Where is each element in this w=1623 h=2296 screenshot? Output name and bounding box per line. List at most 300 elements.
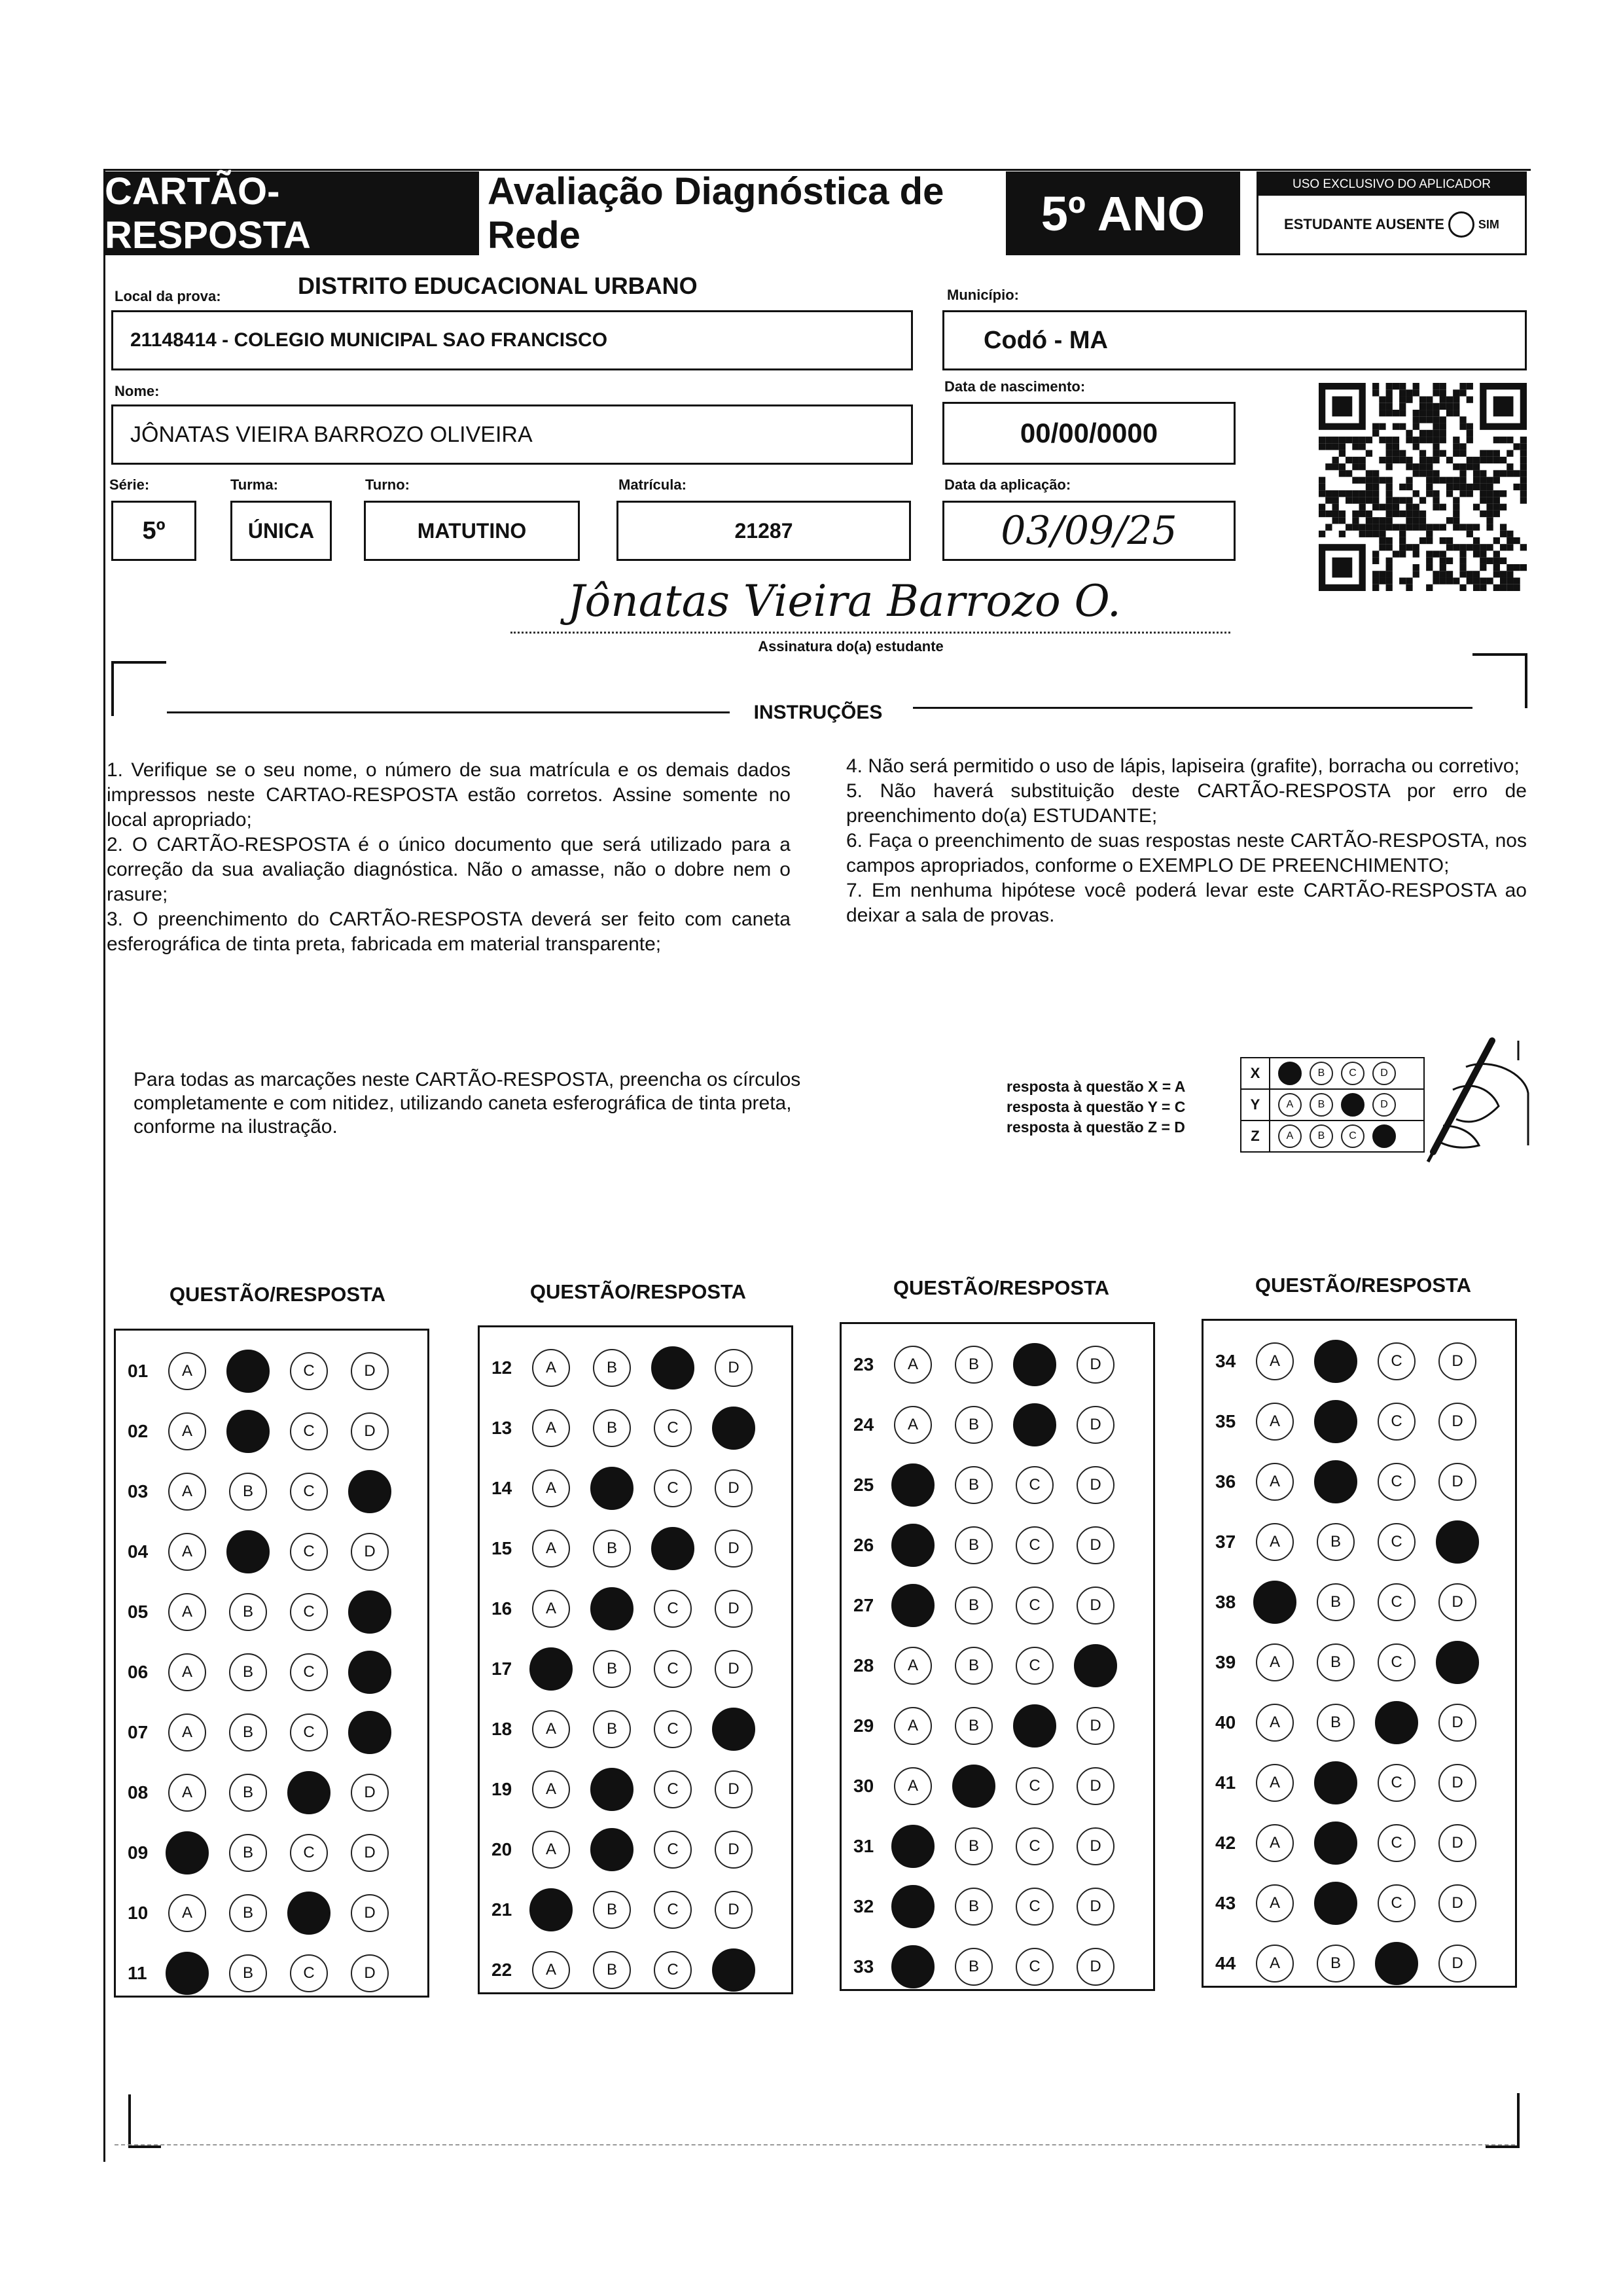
answer-bubble-c[interactable]: C <box>1378 1824 1416 1862</box>
question-number: 01 <box>128 1361 149 1381</box>
answer-bubble-c[interactable]: C <box>654 1770 692 1808</box>
example-bubble-c: C <box>1341 1062 1364 1085</box>
question-number: 29 <box>853 1715 874 1736</box>
answer-bubble-b[interactable] <box>590 1467 633 1510</box>
example-bubble-d: D <box>1372 1093 1396 1117</box>
answer-bubble-a[interactable]: A <box>894 1346 932 1384</box>
answer-bubble-c[interactable]: C <box>1378 1583 1416 1621</box>
answer-bubble-d[interactable]: D <box>1077 1587 1115 1624</box>
answer-bubble-a[interactable]: A <box>1256 1945 1294 1982</box>
answer-row <box>842 1760 1153 1812</box>
question-number: 06 <box>128 1662 149 1682</box>
question-number: 05 <box>128 1602 149 1622</box>
answer-bubble-a[interactable]: A <box>1256 1403 1294 1441</box>
answer-row <box>1204 1636 1515 1689</box>
question-number: 26 <box>853 1535 874 1555</box>
answer-bubble-d[interactable] <box>348 1590 391 1634</box>
answer-bubble-b[interactable]: B <box>229 1653 267 1691</box>
answer-row <box>480 1944 791 1996</box>
answer-bubble-c[interactable]: C <box>290 1412 328 1450</box>
answer-bubble-b[interactable] <box>590 1587 633 1630</box>
answer-bubble-d[interactable]: D <box>351 1412 389 1450</box>
question-number: 35 <box>1215 1411 1236 1431</box>
grade-label: 5º ANO <box>1006 171 1240 255</box>
question-number: 15 <box>491 1538 512 1558</box>
answer-row <box>842 1640 1153 1692</box>
question-number: 31 <box>853 1836 874 1856</box>
answer-row <box>116 1465 427 1518</box>
answer-bubble-a[interactable]: A <box>532 1409 570 1447</box>
answer-row <box>116 1405 427 1458</box>
example-line-x: resposta à questão X = A <box>1007 1078 1186 1095</box>
answer-row <box>116 1586 427 1638</box>
answer-bubble-d[interactable]: D <box>1438 1463 1476 1501</box>
answer-bubble-b[interactable]: B <box>1317 1643 1355 1681</box>
answer-bubble-c[interactable]: C <box>1016 1888 1054 1926</box>
pen-hand-illustration <box>1394 1028 1531 1178</box>
answer-bubble-b[interactable]: B <box>593 1891 631 1929</box>
answer-bubble-b[interactable]: B <box>229 1593 267 1631</box>
answer-bubble-c[interactable] <box>287 1892 330 1935</box>
answer-bubble-d[interactable]: D <box>351 1954 389 1992</box>
instruction-5: 5. Não haverá substituição deste CARTÃO-RESPOSTA por erro de preenchimento do(a) ESTUDANTE; <box>846 780 1527 827</box>
answer-row <box>1204 1696 1515 1749</box>
question-number: 36 <box>1215 1471 1236 1492</box>
instructions-rule-left <box>167 711 730 713</box>
answer-bubble-d[interactable]: D <box>1438 1704 1476 1742</box>
answer-bubble-b[interactable]: B <box>1317 1523 1355 1561</box>
question-number: 19 <box>491 1779 512 1799</box>
answer-column-4 <box>1202 1319 1517 1988</box>
answer-bubble-a[interactable]: A <box>168 1593 206 1631</box>
nascimento-field: 00/00/0000 <box>942 402 1236 465</box>
question-number: 41 <box>1215 1772 1236 1793</box>
question-number: 42 <box>1215 1833 1236 1853</box>
example-bubble-b: B <box>1310 1124 1333 1148</box>
answer-bubble-b[interactable]: B <box>955 1587 993 1624</box>
serie-label: Série: <box>109 476 150 493</box>
answer-bubble-d[interactable] <box>1436 1641 1479 1684</box>
example-bubble-a <box>1278 1062 1302 1085</box>
answer-bubble-a[interactable] <box>166 1952 209 1995</box>
question-number: 20 <box>491 1839 512 1859</box>
answer-bubble-d[interactable] <box>712 1708 755 1751</box>
answer-bubble-b[interactable]: B <box>1317 1583 1355 1621</box>
municipio-field: Codó - MA <box>942 310 1527 370</box>
answer-bubble-d[interactable]: D <box>1438 1945 1476 1982</box>
answer-bubble-b[interactable]: B <box>955 1888 993 1926</box>
answer-bubble-a[interactable]: A <box>1256 1824 1294 1862</box>
answer-bubble-b[interactable]: B <box>955 1406 993 1444</box>
answer-bubble-b[interactable] <box>1314 1882 1357 1925</box>
answer-row <box>842 1820 1153 1873</box>
answer-bubble-d[interactable]: D <box>351 1352 389 1390</box>
aplicacao-field[interactable]: 03/09/25 <box>942 501 1236 561</box>
answer-bubble-b[interactable]: B <box>229 1774 267 1812</box>
answer-bubble-a[interactable] <box>529 1647 573 1691</box>
answer-bubble-b[interactable] <box>1314 1761 1357 1804</box>
answer-bubble-d[interactable]: D <box>715 1831 753 1869</box>
answer-bubble-a[interactable]: A <box>532 1951 570 1989</box>
answer-row <box>116 1706 427 1759</box>
turno-field: MATUTINO <box>364 501 580 561</box>
question-number: 25 <box>853 1475 874 1495</box>
example-bubble-b: B <box>1310 1093 1333 1117</box>
answer-bubble-a[interactable]: A <box>168 1713 206 1751</box>
answer-bubble-d[interactable]: D <box>1077 1888 1115 1926</box>
question-number: 39 <box>1215 1652 1236 1672</box>
answer-bubble-d[interactable]: D <box>351 1774 389 1812</box>
answer-bubble-a[interactable] <box>891 1825 935 1868</box>
nascimento-label: Data de nascimento: <box>944 378 1086 395</box>
instructions-title: INSTRUÇÕES <box>753 702 883 723</box>
answer-bubble-c[interactable] <box>651 1346 694 1390</box>
answer-bubble-b[interactable]: B <box>593 1349 631 1387</box>
answer-bubble-d[interactable]: D <box>1077 1948 1115 1986</box>
answer-bubble-a[interactable] <box>891 1463 935 1507</box>
answer-row <box>1204 1877 1515 1929</box>
answer-bubble-a[interactable]: A <box>894 1406 932 1444</box>
answer-bubble-c[interactable] <box>1013 1704 1056 1748</box>
answer-row <box>480 1643 791 1695</box>
answer-bubble-c[interactable] <box>1375 1701 1418 1744</box>
answer-row <box>1204 1516 1515 1568</box>
answer-bubble-d[interactable]: D <box>715 1530 753 1568</box>
answer-bubble-b[interactable]: B <box>593 1710 631 1748</box>
answer-bubble-d[interactable] <box>712 1948 755 1992</box>
answer-bubble-a[interactable]: A <box>168 1774 206 1812</box>
answer-bubble-c[interactable]: C <box>290 1533 328 1571</box>
answer-row <box>1204 1395 1515 1448</box>
answer-bubble-b[interactable]: B <box>593 1530 631 1568</box>
question-number: 11 <box>128 1963 147 1983</box>
answer-bubble-d[interactable]: D <box>1077 1406 1115 1444</box>
answer-bubble-b[interactable]: B <box>955 1346 993 1384</box>
nome-field: JÔNATAS VIEIRA BARROZO OLIVEIRA <box>111 404 913 465</box>
answer-bubble-a[interactable] <box>1253 1581 1296 1624</box>
answer-bubble-c[interactable]: C <box>290 1834 328 1872</box>
ausente-label: ESTUDANTE AUSENTE <box>1284 216 1444 232</box>
answer-bubble-a[interactable] <box>529 1888 573 1931</box>
answer-bubble-c[interactable]: C <box>1378 1463 1416 1501</box>
question-number: 08 <box>128 1782 149 1803</box>
answer-bubble-a[interactable]: A <box>168 1533 206 1571</box>
answer-bubble-d[interactable] <box>348 1711 391 1754</box>
answer-bubble-a[interactable]: A <box>168 1894 206 1932</box>
answer-bubble-c[interactable]: C <box>654 1650 692 1688</box>
answer-bubble-d[interactable]: D <box>715 1650 753 1688</box>
signature-line <box>510 632 1230 634</box>
answer-bubble-b[interactable] <box>226 1530 270 1573</box>
answer-bubble-d[interactable]: D <box>1438 1403 1476 1441</box>
answers-title-4: QUESTÃO/RESPOSTA <box>1255 1274 1472 1297</box>
question-number: 38 <box>1215 1592 1236 1612</box>
instructions-right <box>846 754 1527 928</box>
school-field: 21148414 - COLEGIO MUNICIPAL SAO FRANCISCO <box>111 310 913 370</box>
answer-bubble-d[interactable] <box>1074 1644 1117 1687</box>
question-number: 34 <box>1215 1351 1236 1371</box>
answer-bubble-b[interactable]: B <box>955 1526 993 1564</box>
answer-column-1 <box>114 1329 429 1998</box>
answer-bubble-a[interactable]: A <box>1256 1764 1294 1802</box>
answer-bubble-a[interactable] <box>891 1885 935 1928</box>
question-number: 37 <box>1215 1532 1236 1552</box>
question-number: 27 <box>853 1595 874 1615</box>
answer-bubble-c[interactable]: C <box>1016 1466 1054 1504</box>
answer-bubble-a[interactable]: A <box>1256 1463 1294 1501</box>
answer-row <box>842 1459 1153 1511</box>
fill-note: Para todas as marcações neste CARTÃO-RESPOSTA, preencha os círculos completamente e com nitidez, utilizando caneta esferográfica de tinta preta, conforme na ilustração. <box>134 1069 801 1138</box>
answer-row <box>1204 1335 1515 1388</box>
corner-mark-bottom-right <box>1486 2093 1520 2148</box>
ausente-bubble[interactable] <box>1448 211 1474 238</box>
answer-bubble-c[interactable]: C <box>1378 1884 1416 1922</box>
answer-row <box>480 1583 791 1635</box>
answer-bubble-c[interactable]: C <box>290 1653 328 1691</box>
answer-bubble-d[interactable]: D <box>715 1590 753 1628</box>
answer-bubble-c[interactable]: C <box>1016 1767 1054 1805</box>
local-label: Local da prova: <box>115 288 221 304</box>
question-number: 07 <box>128 1722 149 1742</box>
answer-bubble-a[interactable]: A <box>1256 1884 1294 1922</box>
answer-row <box>116 1646 427 1698</box>
question-number: 14 <box>491 1478 512 1498</box>
answer-bubble-a[interactable]: A <box>532 1770 570 1808</box>
answer-bubble-d[interactable]: D <box>1077 1526 1115 1564</box>
answer-bubble-b[interactable] <box>590 1828 633 1871</box>
answer-bubble-b[interactable] <box>226 1410 270 1453</box>
answer-bubble-c[interactable]: C <box>1378 1764 1416 1802</box>
question-number: 40 <box>1215 1712 1236 1732</box>
answer-bubble-d[interactable]: D <box>1438 1342 1476 1380</box>
answer-row <box>116 1526 427 1578</box>
matricula-label: Matrícula: <box>618 476 687 493</box>
answer-row <box>1204 1757 1515 1809</box>
form-title: CARTÃO-RESPOSTA <box>105 171 479 255</box>
instruction-2: 2. O CARTÃO-RESPOSTA é o único documento que será utilizado para a correção da sua avaliação diagnóstica. Não o amasse, não o dobre nem o rasure; <box>107 834 791 905</box>
signature-label: Assinatura do(a) estudante <box>758 638 944 655</box>
answer-row <box>480 1763 791 1816</box>
answer-bubble-d[interactable]: D <box>351 1894 389 1932</box>
answer-row <box>480 1462 791 1515</box>
answer-bubble-d[interactable]: D <box>715 1469 753 1507</box>
instruction-6: 6. Faça o preenchimento de suas respostas neste CARTÃO-RESPOSTA, nos campos apropriados, conforme o EXEMPLO DE PREENCHIMENTO; <box>846 830 1527 876</box>
answer-bubble-a[interactable]: A <box>532 1590 570 1628</box>
answer-bubble-d[interactable] <box>348 1651 391 1694</box>
answer-bubble-c[interactable]: C <box>654 1590 692 1628</box>
answer-bubble-d[interactable] <box>712 1407 755 1450</box>
example-row-label: Y <box>1241 1090 1270 1120</box>
answer-bubble-d[interactable]: D <box>1077 1346 1115 1384</box>
answer-bubble-b[interactable]: B <box>229 1954 267 1992</box>
question-number: 23 <box>853 1354 874 1374</box>
answer-bubble-b[interactable]: B <box>593 1409 631 1447</box>
answer-bubble-c[interactable]: C <box>1378 1342 1416 1380</box>
answer-bubble-b[interactable] <box>1314 1821 1357 1865</box>
answer-bubble-c[interactable]: C <box>1378 1523 1416 1561</box>
answer-bubble-a[interactable]: A <box>168 1473 206 1511</box>
question-number: 09 <box>128 1842 149 1863</box>
answer-row <box>116 1345 427 1397</box>
answer-bubble-b[interactable]: B <box>593 1650 631 1688</box>
answer-row <box>842 1700 1153 1752</box>
answer-bubble-d[interactable]: D <box>1077 1466 1115 1504</box>
answer-bubble-a[interactable]: A <box>894 1647 932 1685</box>
answer-bubble-c[interactable]: C <box>1016 1827 1054 1865</box>
answer-bubble-c[interactable] <box>1013 1343 1056 1386</box>
answer-bubble-b[interactable]: B <box>955 1827 993 1865</box>
answer-bubble-a[interactable]: A <box>532 1469 570 1507</box>
answer-bubble-d[interactable]: D <box>1438 1583 1476 1621</box>
nome-label: Nome: <box>115 383 160 399</box>
question-number: 21 <box>491 1899 512 1920</box>
matricula-field: 21287 <box>616 501 911 561</box>
answer-bubble-d[interactable]: D <box>1438 1764 1476 1802</box>
answer-bubble-b[interactable]: B <box>1317 1704 1355 1742</box>
answer-bubble-b[interactable] <box>1314 1460 1357 1503</box>
example-line-y: resposta à questão Y = C <box>1007 1098 1186 1115</box>
question-number: 03 <box>128 1481 149 1501</box>
answer-bubble-d[interactable]: D <box>1438 1884 1476 1922</box>
answer-column-3 <box>840 1322 1155 1991</box>
answer-bubble-a[interactable]: A <box>168 1352 206 1390</box>
answer-row <box>116 1887 427 1939</box>
bottom-dashed-edge <box>115 2144 1515 2145</box>
answer-row <box>480 1703 791 1755</box>
aplicador-label: USO EXCLUSIVO DO APLICADOR <box>1258 173 1525 196</box>
answers-title-1: QUESTÃO/RESPOSTA <box>169 1283 386 1306</box>
answer-bubble-d[interactable] <box>348 1470 391 1513</box>
answer-bubble-c[interactable]: C <box>1016 1526 1054 1564</box>
answer-bubble-c[interactable]: C <box>290 1954 328 1992</box>
answer-bubble-a[interactable] <box>891 1524 935 1567</box>
answers-title-2: QUESTÃO/RESPOSTA <box>529 1280 747 1303</box>
answer-bubble-a[interactable] <box>166 1831 209 1874</box>
answer-bubble-d[interactable]: D <box>715 1770 753 1808</box>
answer-bubble-b[interactable]: B <box>955 1707 993 1745</box>
question-number: 22 <box>491 1960 512 1980</box>
answer-bubble-b[interactable]: B <box>229 1713 267 1751</box>
answer-bubble-b[interactable] <box>590 1768 633 1811</box>
answer-bubble-b[interactable] <box>1314 1340 1357 1383</box>
instruction-4: 4. Não será permitido o uso de lápis, lapiseira (grafite), borracha ou corretivo; <box>846 755 1520 777</box>
serie-field: 5º <box>111 501 196 561</box>
question-number: 18 <box>491 1719 512 1739</box>
answer-bubble-b[interactable] <box>226 1350 270 1393</box>
answer-bubble-c[interactable]: C <box>1378 1643 1416 1681</box>
answer-bubble-a[interactable]: A <box>894 1707 932 1745</box>
answer-bubble-a[interactable]: A <box>894 1767 932 1805</box>
question-number: 12 <box>491 1357 512 1378</box>
example-legend <box>1007 1077 1185 1138</box>
answer-bubble-a[interactable]: A <box>1256 1342 1294 1380</box>
answer-bubble-a[interactable]: A <box>532 1530 570 1568</box>
answer-bubble-b[interactable]: B <box>229 1894 267 1932</box>
answer-bubble-c[interactable] <box>651 1527 694 1570</box>
turno-label: Turno: <box>365 476 410 493</box>
answer-bubble-d[interactable]: D <box>1077 1827 1115 1865</box>
answer-bubble-b[interactable]: B <box>229 1834 267 1872</box>
answer-bubble-a[interactable] <box>891 1584 935 1627</box>
question-number: 32 <box>853 1896 874 1916</box>
corner-mark-top-right <box>1472 653 1527 708</box>
answer-bubble-c[interactable]: C <box>654 1710 692 1748</box>
answer-bubble-c[interactable]: C <box>1378 1403 1416 1441</box>
answer-bubble-c[interactable]: C <box>654 1951 692 1989</box>
answer-bubble-c[interactable]: C <box>1016 1948 1054 1986</box>
answer-row <box>842 1399 1153 1451</box>
answer-row <box>480 1342 791 1394</box>
answer-bubble-b[interactable] <box>1314 1400 1357 1443</box>
answer-bubble-d[interactable] <box>1436 1520 1479 1564</box>
answer-bubble-c[interactable] <box>1013 1403 1056 1446</box>
answer-bubble-d[interactable]: D <box>715 1891 753 1929</box>
answer-bubble-b[interactable]: B <box>955 1948 993 1986</box>
example-bubble-c <box>1341 1093 1364 1117</box>
answer-bubble-b[interactable]: B <box>229 1473 267 1511</box>
answer-bubble-c[interactable]: C <box>290 1352 328 1390</box>
answer-bubble-a[interactable]: A <box>532 1349 570 1387</box>
answer-bubble-b[interactable]: B <box>955 1466 993 1504</box>
instructions-rule-right <box>913 707 1472 709</box>
example-bubble-c: C <box>1341 1124 1364 1148</box>
answer-row <box>1204 1817 1515 1869</box>
answer-row <box>1204 1456 1515 1508</box>
example-row-label: X <box>1241 1058 1270 1088</box>
instruction-1: 1. Verifique se o seu nome, o número de sua matrícula e os demais dados impressos neste CARTAO-RESPOSTA estão corretos. Assine somente no local apropriado; <box>107 759 791 831</box>
answer-bubble-c[interactable] <box>287 1771 330 1814</box>
answer-bubble-d[interactable]: D <box>351 1834 389 1872</box>
question-number: 28 <box>853 1655 874 1676</box>
answer-bubble-d[interactable]: D <box>1077 1707 1115 1745</box>
sim-label: SIM <box>1478 217 1499 231</box>
answer-bubble-a[interactable]: A <box>532 1710 570 1748</box>
answer-bubble-d[interactable]: D <box>715 1349 753 1387</box>
answer-bubble-b[interactable]: B <box>955 1647 993 1685</box>
answer-bubble-c[interactable]: C <box>290 1593 328 1631</box>
answer-bubble-a[interactable]: A <box>1256 1643 1294 1681</box>
answer-bubble-c[interactable]: C <box>1016 1587 1054 1624</box>
answer-bubble-c[interactable] <box>1375 1942 1418 1985</box>
answer-bubble-a[interactable] <box>891 1945 935 1988</box>
answer-bubble-b[interactable] <box>952 1765 995 1808</box>
form-subtitle: Avaliação Diagnóstica de Rede <box>488 170 944 257</box>
answer-bubble-c[interactable]: C <box>654 1469 692 1507</box>
answer-bubble-a[interactable]: A <box>532 1831 570 1869</box>
answer-bubble-c[interactable]: C <box>654 1891 692 1929</box>
example-bubble-d <box>1372 1124 1396 1148</box>
answer-column-2 <box>478 1325 793 1994</box>
aplicacao-label: Data da aplicação: <box>944 476 1071 493</box>
answer-bubble-d[interactable]: D <box>1077 1767 1115 1805</box>
answer-bubble-c[interactable]: C <box>290 1713 328 1751</box>
answer-bubble-d[interactable]: D <box>1438 1824 1476 1862</box>
answer-bubble-c[interactable]: C <box>1016 1647 1054 1685</box>
answer-bubble-d[interactable]: D <box>351 1533 389 1571</box>
answer-bubble-b[interactable]: B <box>593 1951 631 1989</box>
answer-bubble-a[interactable]: A <box>1256 1523 1294 1561</box>
example-bubble-d: D <box>1372 1062 1396 1085</box>
answer-bubble-c[interactable]: C <box>654 1409 692 1447</box>
question-number: 13 <box>491 1418 512 1438</box>
answer-bubble-c[interactable]: C <box>290 1473 328 1511</box>
answer-bubble-a[interactable]: A <box>1256 1704 1294 1742</box>
answer-bubble-a[interactable]: A <box>168 1653 206 1691</box>
answer-bubble-b[interactable]: B <box>1317 1945 1355 1982</box>
answer-bubble-a[interactable]: A <box>168 1412 206 1450</box>
answer-row <box>480 1522 791 1575</box>
answer-bubble-c[interactable]: C <box>654 1831 692 1869</box>
